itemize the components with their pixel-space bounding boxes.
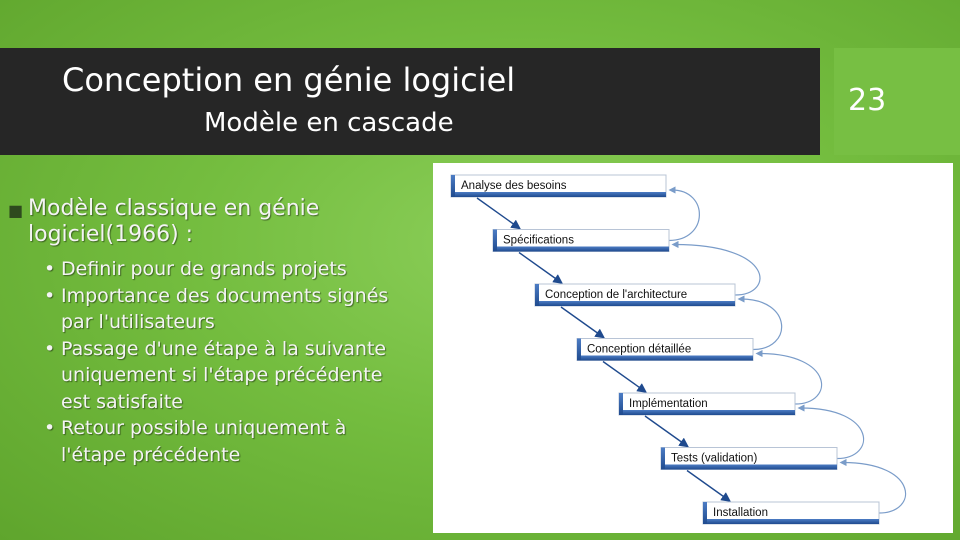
- stage-bar: [661, 465, 837, 470]
- slide-title: Conception en génie logiciel: [62, 61, 516, 99]
- sub-bullet-text: Importance des documents signés par l'utilisateurs: [61, 284, 389, 333]
- forward-arrow: [687, 471, 727, 500]
- page-number: 23: [848, 83, 887, 118]
- waterfall-svg: [433, 163, 953, 533]
- stage-edge: [703, 502, 707, 524]
- sub-bullet-text: Passage d'une étape à la suivante uniquement si l'étape précédente est satisfaite: [61, 337, 387, 413]
- stage-edge: [619, 393, 623, 415]
- stage-bar: [451, 192, 666, 197]
- stage-edge: [535, 284, 539, 306]
- forward-arrow: [561, 307, 601, 336]
- forward-arrow: [477, 198, 517, 227]
- backward-arrow: [669, 190, 699, 241]
- forward-arrow: [645, 416, 685, 445]
- stage-label: Analyse des besoins: [461, 180, 567, 192]
- square-bullet-icon: ■: [8, 201, 24, 220]
- forward-arrow: [603, 362, 643, 391]
- stage-bar: [619, 410, 795, 415]
- main-bullet: [8, 196, 408, 248]
- stage-edge: [451, 175, 455, 197]
- stage-edge: [577, 339, 581, 361]
- sub-bullet-text: Retour possible uniquement à l'étape précédente: [61, 417, 347, 466]
- stage-label: Conception détaillée: [587, 343, 692, 356]
- stage-label: Conception de l'architecture: [545, 289, 688, 301]
- stage-edge: [661, 448, 665, 470]
- bullet-dot-icon: •: [44, 337, 56, 360]
- bullet-dot-icon: •: [44, 284, 56, 307]
- page-number-box: [834, 48, 960, 155]
- stage-label: Tests (validation): [671, 452, 758, 465]
- stage-bar: [493, 247, 669, 252]
- stage-label: Installation: [713, 507, 768, 519]
- bullet-dot-icon: •: [44, 417, 56, 439]
- list-item: [8, 415, 408, 468]
- bullet-dot-icon: •: [44, 258, 56, 280]
- list-item: [8, 283, 408, 336]
- waterfall-diagram: [433, 163, 953, 533]
- stage-label: Implémentation: [629, 398, 708, 410]
- sub-bullet-text: Definir pour de grands projets: [61, 258, 347, 280]
- sub-bullet-list: [8, 256, 408, 468]
- stage-bar: [577, 356, 753, 361]
- forward-arrow: [519, 253, 559, 282]
- slide-subtitle: Modèle en cascade: [204, 108, 454, 138]
- list-item: [8, 256, 408, 283]
- stage-edge: [493, 230, 497, 252]
- stage-bar: [703, 519, 879, 524]
- main-bullet-text: Modèle classique en génie logiciel(1966) :: [28, 196, 320, 247]
- stage-label: Spécifications: [503, 234, 574, 247]
- list-item: [8, 336, 408, 416]
- slide-body: [8, 196, 408, 468]
- stage-bar: [535, 301, 735, 306]
